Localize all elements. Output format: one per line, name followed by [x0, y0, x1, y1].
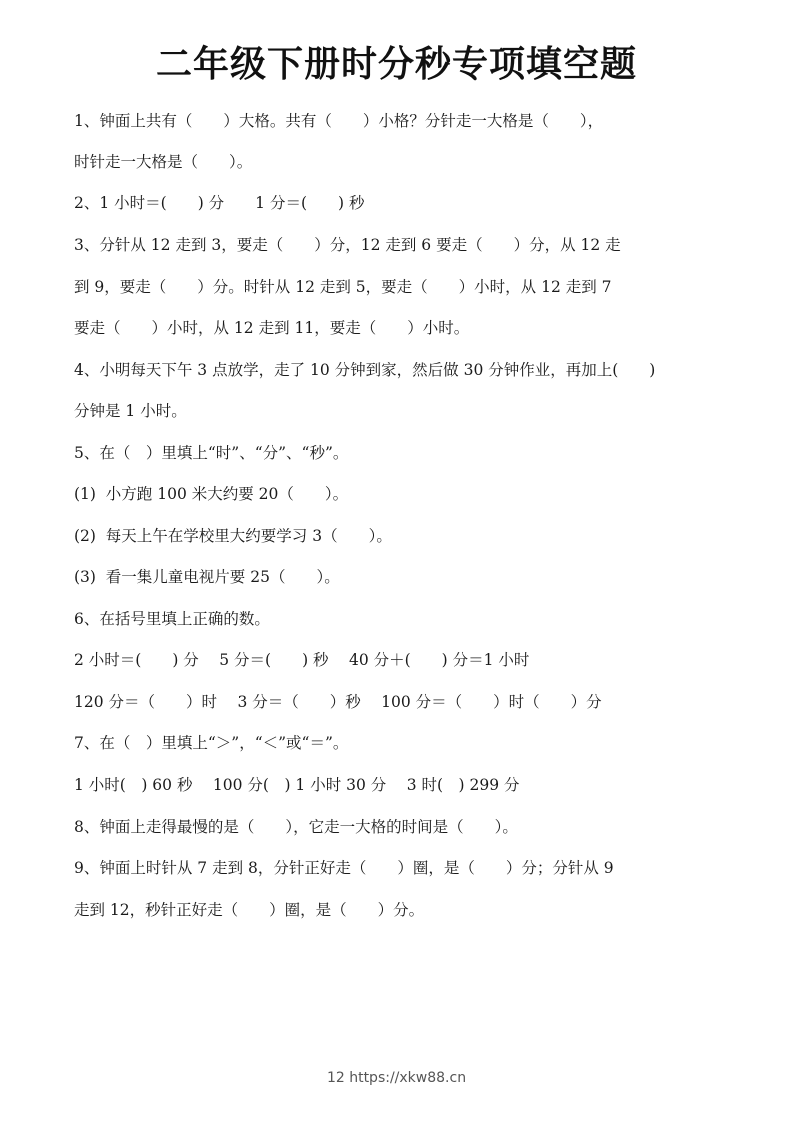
- q6-row-1: 2 小时＝( ) 分 5 分＝( ) 秒 40 分＋( ) 分＝1 小时: [74, 651, 530, 669]
- page-footer: 12 https://xkw88.cn: [326, 1070, 467, 1086]
- q3-line-2: 到 9，要走（ ）分。时针从 12 走到 5，要走（ ）小时，从 12 走到 7: [74, 278, 612, 296]
- q9-line-2: 走到 12，秒针正好走（ ）圈，是（ ）分。: [74, 901, 425, 919]
- q5-item-3: (3) 看一集儿童电视片要 25（ ）。: [74, 568, 340, 586]
- q3-line-1: 3、分针从 12 走到 3，要走（ ）分，12 走到 6 要走（ ）分，从 12 走: [74, 236, 621, 254]
- q6-row-2: 120 分＝（ ）时 3 分＝（ ）秒 100 分＝（ ）时（ ）分: [74, 693, 602, 711]
- q7-row: 1 小时( ) 60 秒 100 分( ) 1 小时 30 分 3 时( ) 299 分: [74, 776, 520, 794]
- q4-line-1: 4、小明每天下午 3 点放学，走了 10 分钟到家，然后做 30 分钟作业，再加上( ): [74, 361, 656, 379]
- q6-heading: 6、在括号里填上正确的数。: [74, 610, 270, 628]
- page-title: 二年级下册时分秒专项填空题: [155, 44, 637, 85]
- q5-item-1: (1) 小方跑 100 米大约要 20（ ）。: [74, 485, 349, 503]
- q7-heading: 7、在（ ）里填上“＞”，“＜”或“＝”。: [74, 734, 349, 752]
- q4-line-2: 分钟是 1 小时。: [74, 402, 187, 420]
- q1-line-2: 时针走一大格是（ ）。: [74, 153, 253, 171]
- q2-line: 2、1 小时＝( ) 分 1 分＝( ) 秒: [74, 194, 365, 212]
- q3-line-3: 要走（ ）小时，从 12 走到 11，要走（ ）小时。: [74, 319, 470, 337]
- q9-line-1: 9、钟面上时针从 7 走到 8，分针正好走（ ）圈，是（ ）分；分针从 9: [74, 859, 614, 877]
- q5-item-2: (2) 每天上午在学校里大约要学习 3（ ）。: [74, 527, 392, 545]
- q1-line-1: 1、钟面上共有（ ）大格。共有（ ）小格？分针走一大格是（ ），: [74, 112, 604, 130]
- q8-line: 8、钟面上走得最慢的是（ ），它走一大格的时间是（ ）。: [74, 818, 518, 836]
- q5-heading: 5、在（ ）里填上“时”、“分”、“秒”。: [74, 444, 349, 462]
